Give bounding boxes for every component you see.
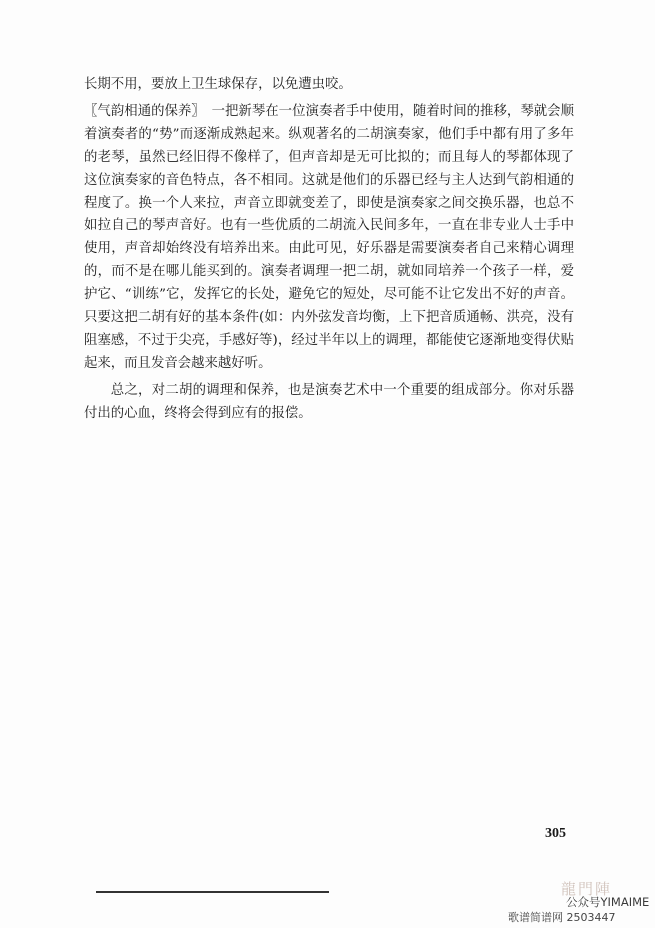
page-number: 305 bbox=[545, 826, 566, 841]
watermark-account: 公众号YIMAIME bbox=[566, 895, 650, 909]
section-paragraph bbox=[84, 101, 574, 376]
conclusion-paragraph: 总之，对二胡的调理和保养，也是演奏艺术中一个重要的组成部分。你对乐器付出的心血，终将会得到应有的报偿。 bbox=[84, 382, 574, 421]
section-body: 一把新琴在一位演奏者手中使用，随着时间的推移，琴就会顺着演奏者的“势”而逐渐成熟起来。纵观著名的二胡演奏家，他们手中都有用了多年的老琴，虽然已经旧得不像样了，但声音却是无可比拟的；而且每人的琴都体现了这位演奏家的音色特点，各不相同。这就是他们的乐器已经与主人达到气韵相通的程度了。换一个人来拉，声音立即就变差了，即使是演奏家之间交换乐器，也总不如拉自己的琴声音好。也有一些优质的二胡流入民间多年，一直在非专业人士手中使用，声音却始终没有培养出来。由此可见，好乐器是需要演奏者自己来精心调理的，而不是在哪儿能买到的。演奏者调理一把二胡，就如同培养一个孩子一样，爱护它、“训练”它，发挥它的长处，避免它的短处，尽可能不让它发出不好的声音。只要这把二胡有好的基本条件(如：内外弦发音均衡，上下把音质通畅、洪亮，没有阻塞感，不过于尖亮，手感好等)，经过半年以上的调理，都能使它逐渐地变得伏贴起来，而且发音会越来越好听。 bbox=[84, 103, 574, 371]
watermark-logo: 龍門陣 bbox=[561, 880, 613, 898]
section-heading: 〖气韵相通的保养〗 bbox=[84, 103, 199, 119]
watermark-footer: 歌谱简谱网 2503447 bbox=[508, 911, 616, 924]
section-gap bbox=[198, 104, 211, 119]
body-text bbox=[84, 74, 574, 426]
footer-rule bbox=[96, 891, 329, 893]
continuation-paragraph: 长期不用，要放上卫生球保存，以免遭虫咬。 bbox=[84, 77, 352, 92]
